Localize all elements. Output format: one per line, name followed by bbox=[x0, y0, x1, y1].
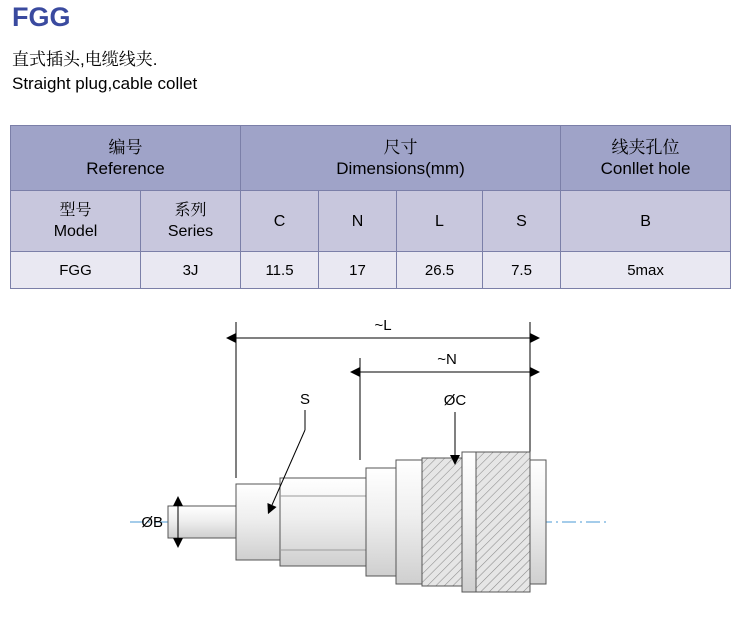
subtitle-chinese: 直式插头,电缆线夹. bbox=[12, 50, 158, 69]
column-header-model-en: Model bbox=[53, 223, 98, 240]
cell-model: FGG bbox=[11, 252, 141, 289]
specifications-table bbox=[10, 125, 731, 289]
subtitle-english: Straight plug,cable collet bbox=[12, 74, 198, 93]
leader-diameter-c bbox=[444, 392, 467, 455]
page-title: FGG bbox=[12, 2, 71, 32]
cell-l: 26.5 bbox=[397, 252, 483, 289]
page-subtitle bbox=[12, 48, 197, 96]
group-header-dimensions-en: Dimensions(mm) bbox=[336, 159, 465, 178]
label-nut-length: ~N bbox=[437, 351, 457, 368]
group-header-dimensions-cn: 尺寸 bbox=[383, 138, 418, 157]
column-header-b: B bbox=[561, 191, 731, 252]
collet-body bbox=[236, 478, 366, 566]
plug-body bbox=[366, 460, 422, 584]
group-header-collet-hole-cn: 线夹孔位 bbox=[611, 138, 680, 157]
group-header-reference-cn: 编号 bbox=[108, 138, 143, 157]
column-header-model-cn: 型号 bbox=[59, 202, 92, 219]
label-collet-s: S bbox=[299, 391, 311, 408]
table-column-header-row bbox=[11, 191, 731, 252]
column-header-model bbox=[11, 191, 141, 252]
label-diameter-c: ØC bbox=[443, 392, 467, 409]
group-header-dimensions bbox=[241, 126, 561, 191]
connector-technical-drawing bbox=[0, 300, 740, 623]
cell-c: 11.5 bbox=[241, 252, 319, 289]
column-header-series-en: Series bbox=[167, 223, 214, 240]
cell-series: 3J bbox=[141, 252, 241, 289]
column-header-series bbox=[141, 191, 241, 252]
column-header-l: L bbox=[397, 191, 483, 252]
label-overall-length: ~L bbox=[374, 317, 392, 334]
table-group-header-row bbox=[11, 126, 731, 191]
label-diameter-b: ØB bbox=[141, 514, 163, 531]
cell-s: 7.5 bbox=[483, 252, 561, 289]
group-header-reference-en: Reference bbox=[86, 159, 165, 178]
group-header-collet-hole-en: Conllet hole bbox=[600, 159, 691, 178]
cell-n: 17 bbox=[319, 252, 397, 289]
table-row bbox=[11, 252, 731, 289]
column-header-n: N bbox=[319, 191, 397, 252]
knurled-grip bbox=[422, 452, 546, 592]
cell-b: 5max bbox=[561, 252, 731, 289]
column-header-c: C bbox=[241, 191, 319, 252]
column-header-series-cn: 系列 bbox=[174, 202, 207, 219]
group-header-collet-hole bbox=[561, 126, 731, 191]
column-header-s: S bbox=[483, 191, 561, 252]
group-header-reference bbox=[11, 126, 241, 191]
